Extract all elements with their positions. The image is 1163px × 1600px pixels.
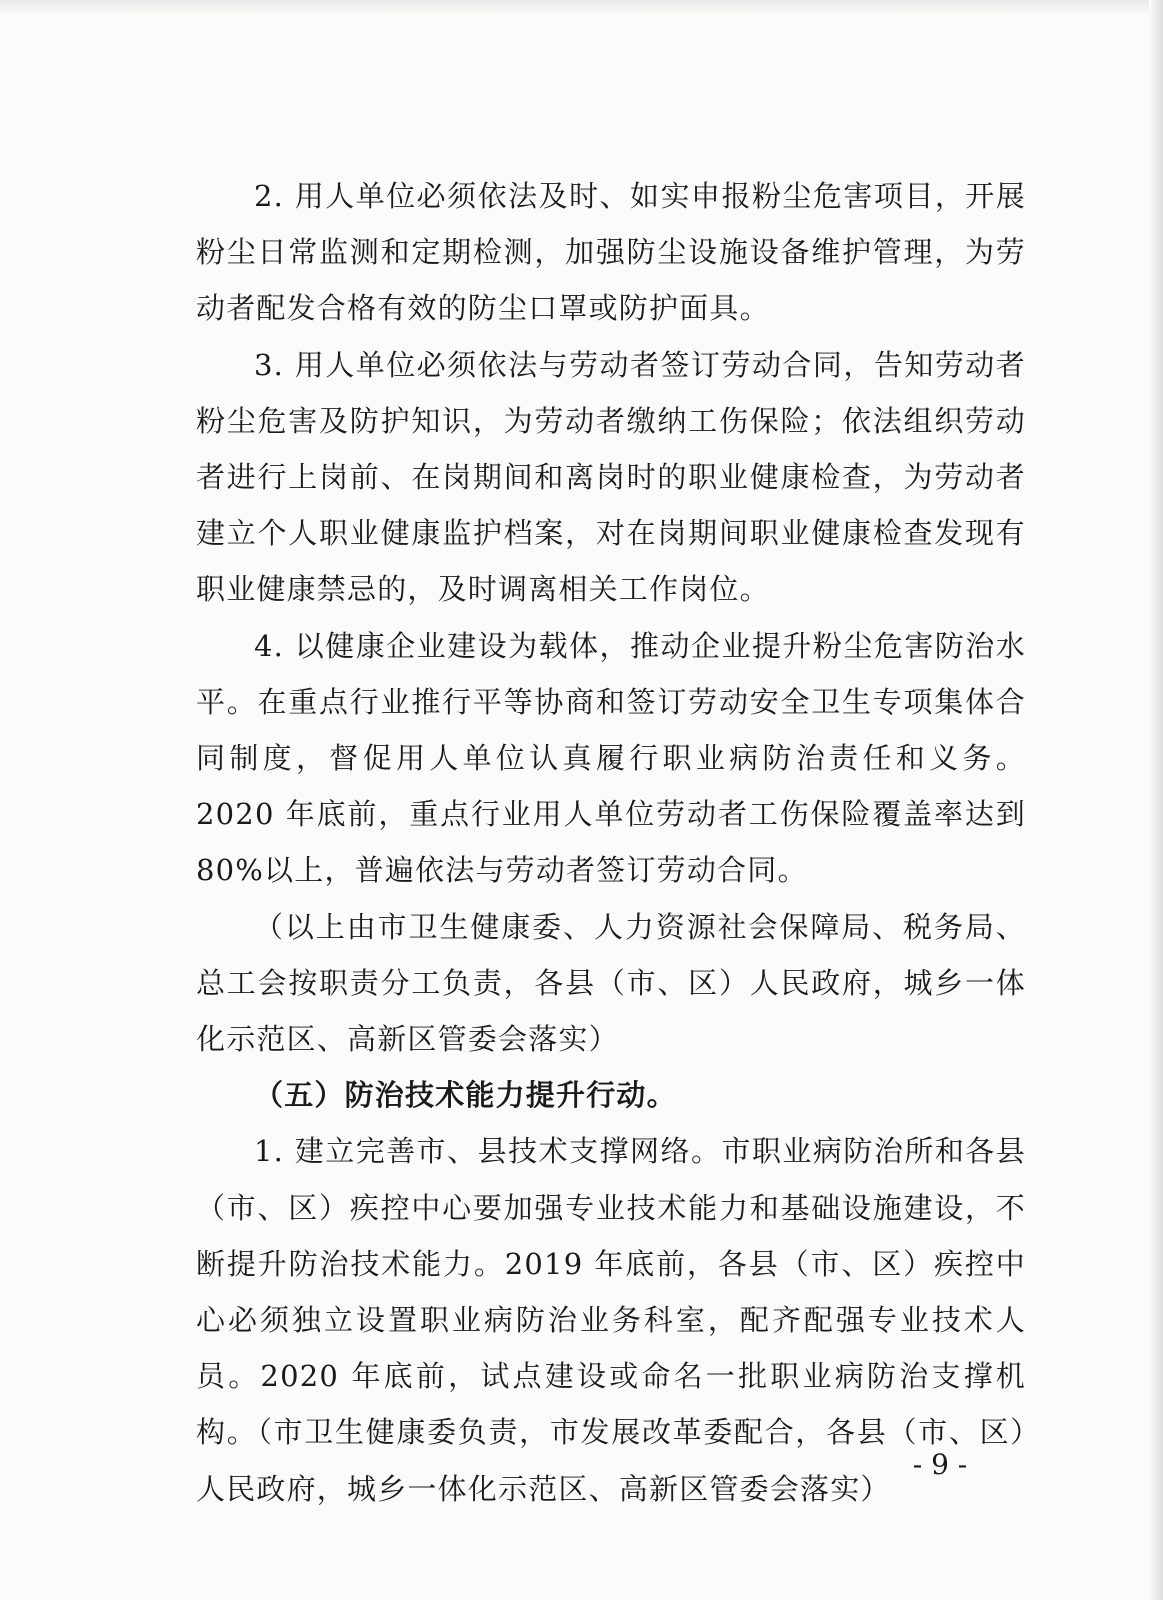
- page-number: - 9 -: [912, 1448, 968, 1481]
- scan-edge-right: [1149, 0, 1163, 1600]
- paragraph-responsibility-note: （以上由市卫生健康委、人力资源社会保障局、税务局、总工会按职责分工负责，各县（市、区）人民政府，城乡一体化示范区、高新区管委会落实）: [196, 909, 1026, 1057]
- paragraph-item-3: 3. 用人单位必须依法与劳动者签订劳动合同，告知劳动者粉尘危害及防护知识，为劳动者缴纳工伤保险；依法组织劳动者进行上岗前、在岗期间和离岗时的职业健康检查，为劳动者建立个人职业健康监护档案，对在岗期间职业健康检查发现有职业健康禁忌的，及时调离相关工作岗位。: [196, 347, 1026, 607]
- document-body: [196, 168, 1026, 1517]
- section-heading-five: （五）防治技术能力提升行动。: [254, 1078, 677, 1113]
- paragraph-item-4: 4. 以健康企业建设为载体，推动企业提升粉尘危害防治水平。在重点行业推行平等协商和签订劳动安全卫生专项集体合同制度，督促用人单位认真履行职业病防治责任和义务。2020 年底前，重点行业用人单位劳动者工伤保险覆盖率达到 80%以上，普遍依法与劳动者签订劳动合同。: [196, 628, 1026, 888]
- scan-edge-top: [0, 0, 1163, 14]
- paragraph-section5-item-1: 1. 建立完善市、县技术支撑网络。市职业病防治所和各县（市、区）疾控中心要加强专业技术能力和基础设施建设，不断提升防治技术能力。2019 年底前，各县（市、区）疾控中心必须独立设置职业病防治业务科室，配齐配强专业技术人员。2020 年底前，试点建设或命名一批职业病防治支撑机构。（市卫生健康委负责，市发展改革委配合，各县（市、区）人民政府，城乡一体化示范区、高新区管委会落实）: [196, 1134, 1026, 1506]
- paragraph-item-2: 2. 用人单位必须依法及时、如实申报粉尘危害项目，开展粉尘日常监测和定期检测，加强防尘设施设备维护管理，为劳动者配发合格有效的防尘口罩或防护面具。: [196, 179, 1026, 326]
